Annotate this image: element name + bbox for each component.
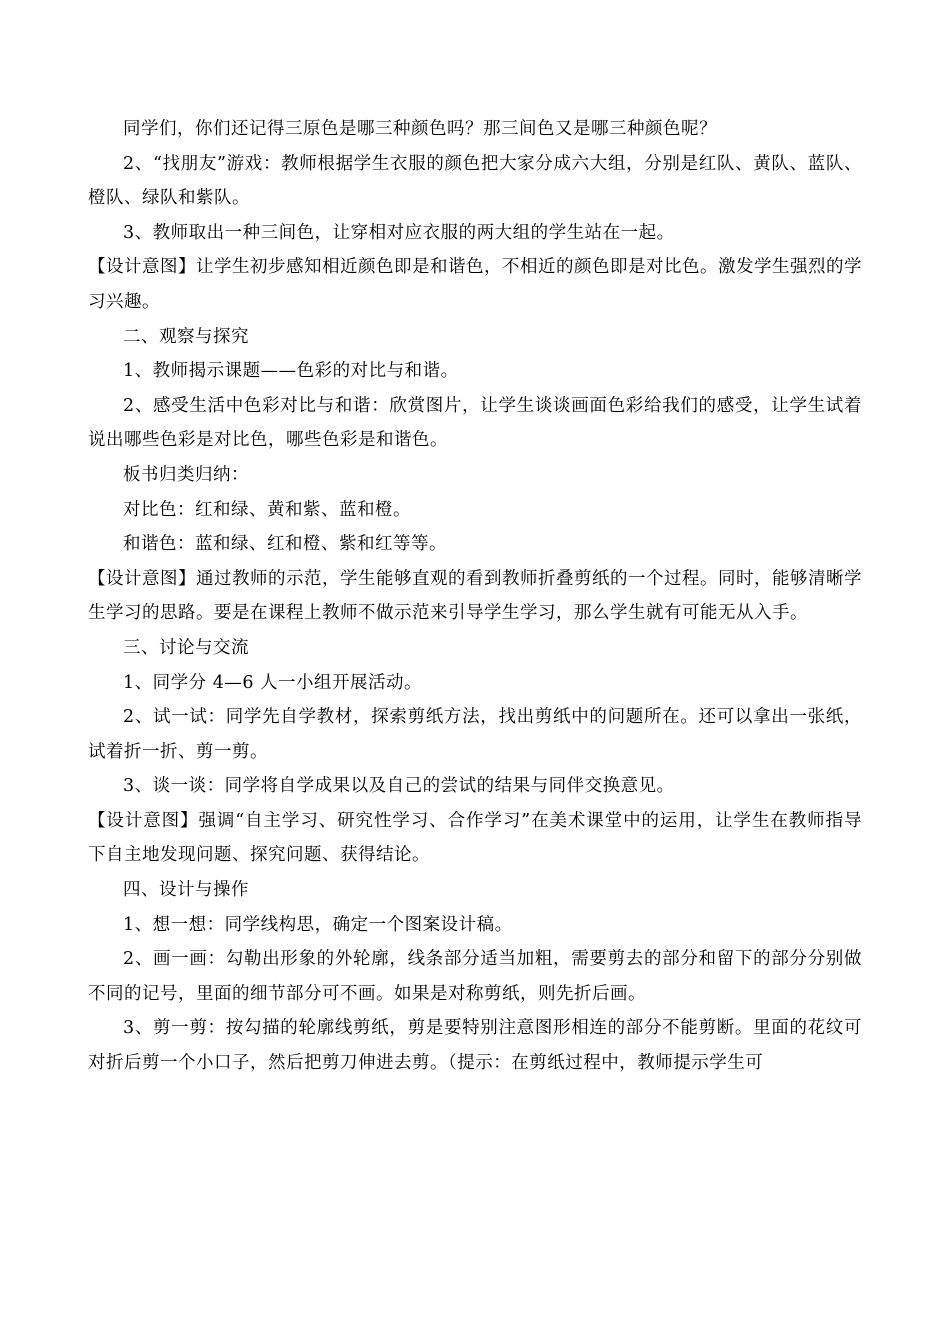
paragraph-group-activity: 1、同学分 4—6 人一小组开展活动。 — [123, 672, 423, 693]
paragraph-design-intent-1: 【设计意图】让学生初步感知相近颜色即是和谐色，不相近的颜色即是对比色。激发学生强烈的学习兴趣。 — [88, 257, 862, 312]
document-body — [88, 112, 862, 1081]
paragraph-cut-it: 3、剪一剪：按勾描的轮廓线剪纸，剪是要特别注意图形相连的部分不能剪断。里面的花纹可对折后剪一个小口子，然后把剪刀伸进去剪。（提示：在剪纸过程中，教师提示学生可 — [88, 1018, 862, 1074]
paragraph-board-summary: 板书归类归纳： — [123, 464, 249, 485]
paragraph-contrast-colors: 对比色：红和绿、黄和紫、蓝和橙。 — [123, 499, 411, 520]
paragraph-review-question: 同学们，你们还记得三原色是哪三种颜色吗？那三间色又是哪三种颜色呢？ — [123, 119, 717, 139]
paragraph-think-it: 1、想一想：同学线构思，确定一个图案设计稿。 — [123, 914, 513, 935]
paragraph-draw-it: 2、画一画：勾勒出形象的外轮廓，线条部分适当加粗，需要剪去的部分和留下的部分分别做不同的记号，里面的细节部分可不画。如果是对称剪纸，则先折后画。 — [88, 949, 862, 1004]
paragraph-try-it: 2、试一试：同学先自学教材，探索剪纸方法，找出剪纸中的问题所在。还可以拿出一张纸，试着折一折、剪一剪。 — [88, 707, 862, 762]
paragraph-reveal-topic: 1、教师揭示课题——色彩的对比与和谐。 — [123, 361, 459, 382]
section-heading-discuss: 三、讨论与交流 — [123, 637, 249, 658]
paragraph-talk-it: 3、谈一谈：同学将自学成果以及自己的尝试的结果与同伴交换意见。 — [123, 776, 675, 797]
paragraph-harmony-colors: 和谐色：蓝和绿、红和橙、紫和红等等。 — [123, 534, 447, 555]
paragraph-secondary-color: 3、教师取出一种三间色，让穿相对应衣服的两大组的学生站在一起。 — [123, 222, 675, 243]
paragraph-find-friends-game: 2、“找朋友”游戏：教师根据学生衣服的颜色把大家分成六大组，分别是红队、黄队、蓝队、橙队、绿队和紫队。 — [88, 153, 862, 209]
section-heading-design: 四、设计与操作 — [123, 880, 249, 901]
paragraph-feel-colors: 2、感受生活中色彩对比与和谐：欣赏图片，让学生谈谈画面色彩给我们的感受，让学生试着说出哪些色彩是对比色，哪些色彩是和谐色。 — [88, 395, 862, 451]
paragraph-design-intent-3: 【设计意图】强调“自主学习、研究性学习、合作学习”在美术课堂中的运用，让学生在教师指导下自主地发现问题、探究问题、获得结论。 — [88, 810, 862, 866]
section-heading-observe: 二、观察与探究 — [123, 326, 249, 347]
paragraph-design-intent-2: 【设计意图】通过教师的示范，学生能够直观的看到教师折叠剪纸的一个过程。同时，能够清晰学生学习的思路。要是在课程上教师不做示范来引导学生学习，那么学生就有可能无从入手。 — [88, 568, 862, 624]
